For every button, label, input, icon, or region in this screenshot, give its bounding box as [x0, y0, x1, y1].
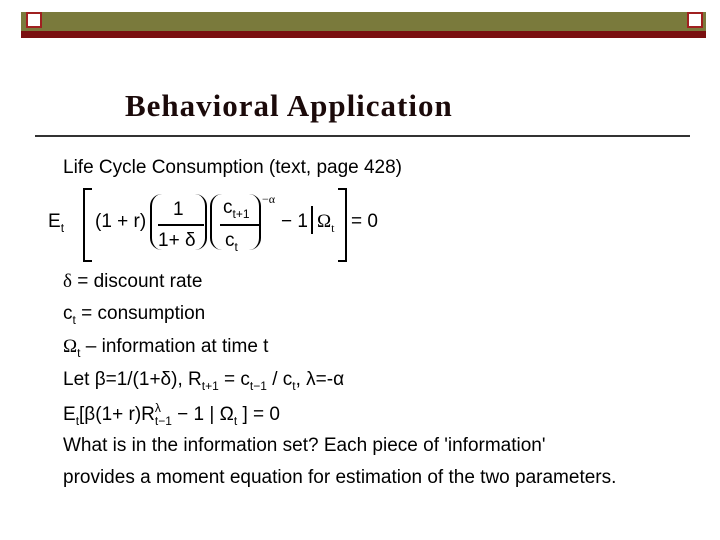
slide-title: Behavioral Application [125, 88, 453, 123]
title-divider [35, 135, 690, 137]
euler-equation: $E_t$ (1 + r) 1 1+ δ $c_{t+1}$ $c_t$ −α − 1 $\Omega_t$ = 0 [48, 184, 388, 264]
right-square-ornament [687, 12, 703, 28]
one-plus-r: (1 + r) [95, 211, 147, 232]
definition-delta: δ = discount rate [63, 271, 203, 292]
left-square-ornament [26, 12, 42, 28]
right-paren [195, 194, 207, 250]
conditioning-bar [311, 206, 313, 234]
left-paren-2 [210, 194, 222, 250]
expectation-E: E [48, 211, 61, 232]
minus-one: − 1 [281, 211, 308, 232]
left-bracket [83, 188, 92, 262]
definition-consumption: $c_t$ = consumption [63, 303, 206, 327]
let-substitution: Let β=1/(1+δ), $R_{t+1} = c_{t-1} / c_t$, λ=-α [63, 369, 345, 393]
definition-information: $\Omega_t$ – information at time t [63, 336, 269, 360]
exponent: −α [262, 192, 276, 206]
right-paren-2 [249, 194, 261, 250]
right-bracket [338, 188, 347, 262]
header-decoration-bar [21, 12, 706, 38]
fraction-numerator: 1 [173, 199, 184, 220]
subtitle: Life Cycle Consumption (text, page 428) [63, 157, 403, 178]
fraction-denominator: 1+ δ [158, 230, 196, 251]
moment-condition: $E_t[\beta(1+ r)R^\lambda_{t-1} - 1$ | $\Omega_t$ ] = 0 [63, 401, 280, 428]
question-line-2: provides a moment equation for estimation of the two parameters. [63, 467, 617, 488]
equals-zero: = 0 [351, 211, 378, 232]
question-line-1: What is in the information set? Each piece of 'information' [63, 435, 546, 456]
